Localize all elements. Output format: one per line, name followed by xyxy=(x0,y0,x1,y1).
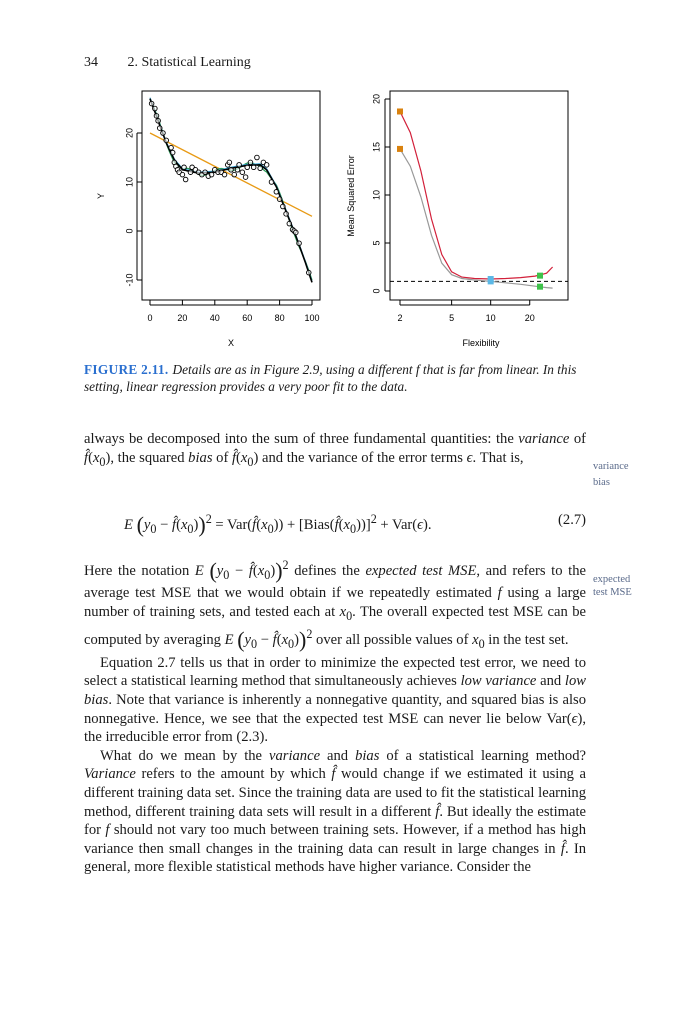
data-point xyxy=(203,170,208,175)
mse-marker xyxy=(537,273,543,279)
y-tick-label: 10 xyxy=(124,176,135,188)
x-tick-label: 20 xyxy=(177,313,188,323)
data-point xyxy=(188,170,193,175)
y-tick-label: -10 xyxy=(124,273,135,287)
x-tick-label: 20 xyxy=(524,313,535,323)
data-point xyxy=(237,163,242,168)
data-point xyxy=(294,230,299,235)
equation-expression: E ($y_0$ − $f̂(x_0))^2$ = $Var(f̂(x_0))$ + $[Bias(f̂(x_0))]^2 + Var(\epsilon)$. xyxy=(124,512,432,537)
y-axis-label: Y xyxy=(96,192,106,200)
data-point xyxy=(248,160,253,165)
data-point xyxy=(229,167,234,172)
data-point xyxy=(243,175,248,180)
caption-text: Details are as in Figure 2.9, using a different f that is far from linear. In this setting, linear regression provides a very poor fit to the data. xyxy=(84,362,577,394)
mse-marker xyxy=(397,108,403,114)
data-point xyxy=(154,114,159,119)
x-tick-label: 100 xyxy=(304,313,320,323)
x-axis-label: Flexibility xyxy=(462,338,500,348)
data-point xyxy=(251,165,256,170)
y-tick-label: 5 xyxy=(371,240,382,246)
mse-marker xyxy=(488,278,494,284)
x-axis-label: X xyxy=(227,338,235,348)
scatter-panel xyxy=(96,91,320,348)
page-number: 34 xyxy=(84,55,98,70)
training-mse-curve xyxy=(400,149,553,288)
paragraph: always be decomposed into the sum of three fundamental quantities: the variance of $f̂(x_0)$, the squared bias of $f̂(x_0)$ and the variance of the error terms ϵ. That is, xyxy=(84,431,586,469)
scatter-plot-frame xyxy=(142,91,320,300)
data-point xyxy=(183,177,188,182)
data-point xyxy=(258,166,263,171)
data-point xyxy=(164,138,169,143)
data-point xyxy=(232,172,237,177)
data-point xyxy=(157,126,162,131)
data-point xyxy=(240,170,245,175)
x-tick-label: 40 xyxy=(209,313,220,323)
mse-panel xyxy=(346,91,568,348)
data-point xyxy=(255,155,260,160)
data-point xyxy=(156,118,161,123)
data-point xyxy=(281,204,286,209)
x-tick-label: 80 xyxy=(274,313,285,323)
data-point xyxy=(264,163,269,168)
y-axis-label: Mean Squared Error xyxy=(346,155,356,237)
data-point xyxy=(161,131,166,136)
spline-smooth-curve xyxy=(150,98,312,282)
caption-label: FIGURE 2.11. xyxy=(84,362,169,377)
spline-flexible-curve xyxy=(150,99,312,280)
linear-regression-line xyxy=(150,133,312,216)
margin-note-bias: bias xyxy=(593,477,610,488)
y-tick-label: 0 xyxy=(371,288,382,294)
x-tick-label: 0 xyxy=(147,313,153,323)
mse-plot-frame xyxy=(390,91,568,300)
data-point xyxy=(180,172,185,177)
body-text-2 xyxy=(84,556,586,877)
data-point xyxy=(306,270,311,275)
data-point xyxy=(269,180,274,185)
margin-note-expected: expected xyxy=(593,574,631,585)
equation-number: (2.7) xyxy=(558,512,586,528)
data-point xyxy=(153,106,158,111)
data-point xyxy=(227,160,232,165)
data-point xyxy=(277,197,282,202)
body-text xyxy=(84,430,586,471)
data-point xyxy=(170,150,175,155)
mse-marker xyxy=(397,146,403,152)
x-tick-label: 2 xyxy=(397,313,403,323)
y-tick-label: 10 xyxy=(371,189,382,201)
chapter-title: 2. Statistical Learning xyxy=(127,55,251,70)
y-tick-label: 0 xyxy=(124,228,135,234)
data-point xyxy=(284,212,289,217)
paragraph: Equation 2.7 tells us that in order to minimize the expected test error, we need to select a statistical learning method that simultaneously achieves low variance and low bias. Note that variance is inherently a nonnegative quantity, and squared bias is also nonnegative. Hence, we see that the expected test MSE can never lie below Var(ϵ), the irreducible error from (2.3). xyxy=(84,654,587,746)
mse-marker xyxy=(537,284,543,290)
data-point xyxy=(182,165,187,170)
y-tick-label: 20 xyxy=(124,127,135,139)
data-point xyxy=(169,145,174,150)
data-point xyxy=(209,172,214,177)
paragraph: Here the notation E ($y_0$ − $f̂(x_0))^2$ defines the expected test MSE, and refers to the average test MSE that we would obtain if we repeatedly estimated f using a large number of training sets, and tested each at $x_0$. The overall expected test MSE can be computed by averaging E ($y_0$ − $f̂(x_0))^2$ over all possible values of $x_0$ in the test set. xyxy=(84,557,586,653)
equation-2-7 xyxy=(84,508,586,536)
figure-2-11 xyxy=(0,0,683,360)
data-point xyxy=(274,190,279,195)
margin-note-test-mse: test MSE xyxy=(593,587,632,598)
x-tick-label: 5 xyxy=(449,313,455,323)
y-tick-label: 20 xyxy=(371,93,382,105)
data-point xyxy=(222,172,227,177)
test-mse-curve xyxy=(400,112,553,280)
figure-caption xyxy=(84,361,586,395)
margin-note-variance: variance xyxy=(593,461,629,472)
data-point xyxy=(235,167,240,172)
x-tick-label: 60 xyxy=(242,313,253,323)
true-function-curve xyxy=(150,99,312,283)
data-point xyxy=(287,221,292,226)
y-tick-label: 15 xyxy=(371,141,382,153)
data-point xyxy=(297,241,302,246)
x-tick-label: 10 xyxy=(485,313,496,323)
data-point xyxy=(245,165,250,170)
data-point xyxy=(149,101,154,106)
paragraph: What do we mean by the variance and bias of a statistical learning method? Variance refers to the amount by which f̂ would change if we estimated it using a different training data set. Since the training data are used to fit the statistical learning method, different training data sets will result in a different f̂. But ideally the estimate for f should not vary too much between training sets. However, if a method has high variance then small changes in the training data can result in large changes in f̂. In general, more flexible statistical methods have higher variance. Consider the xyxy=(84,747,587,876)
